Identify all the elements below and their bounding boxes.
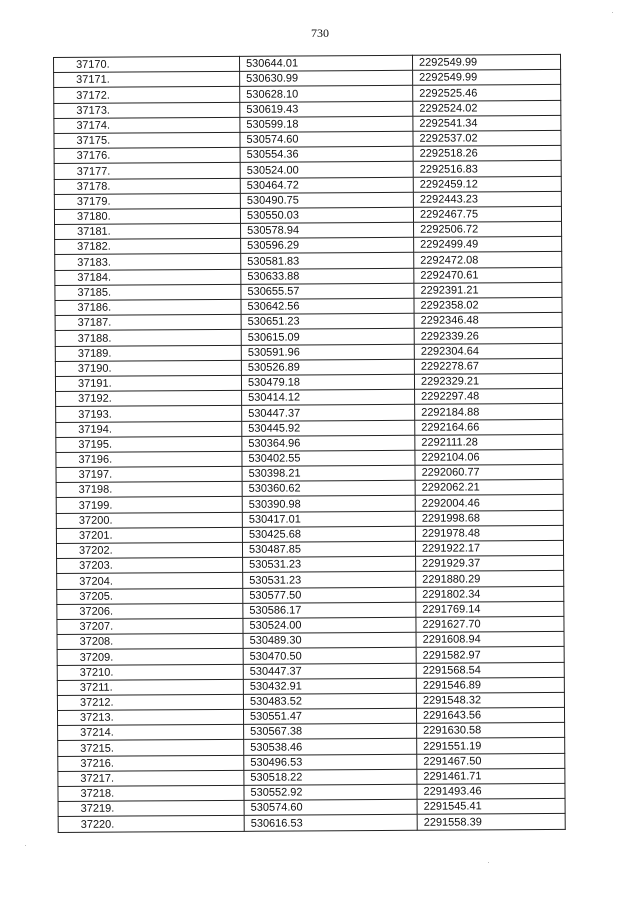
x-coordinate-cell: 530554.36 xyxy=(240,146,413,162)
coordinate-table-body xyxy=(54,54,566,832)
x-coordinate-cell: 530581.83 xyxy=(241,253,414,269)
y-coordinate-cell: 2292184.88 xyxy=(415,404,563,420)
point-number-cell: 37196. xyxy=(56,451,242,467)
x-coordinate-cell: 530479.18 xyxy=(241,374,414,390)
x-coordinate-cell: 530550.03 xyxy=(240,207,413,223)
scan-speck xyxy=(25,845,26,846)
point-number-cell: 37184. xyxy=(55,269,241,285)
point-number-cell: 37211. xyxy=(57,679,243,695)
x-coordinate-cell: 530552.92 xyxy=(244,784,417,800)
y-coordinate-cell: 2292549.99 xyxy=(412,54,560,70)
y-coordinate-cell: 2291558.39 xyxy=(417,814,565,830)
point-number-cell: 37213. xyxy=(57,709,243,725)
y-coordinate-cell: 2292297.48 xyxy=(415,389,563,405)
x-coordinate-cell: 530630.99 xyxy=(240,70,413,86)
point-number-cell: 37201. xyxy=(56,527,242,543)
y-coordinate-cell: 2292164.66 xyxy=(415,419,563,435)
y-coordinate-cell: 2292060.77 xyxy=(415,464,563,480)
point-number-cell: 37175. xyxy=(54,132,240,148)
point-number-cell: 37200. xyxy=(56,512,242,528)
coordinate-table xyxy=(53,54,566,833)
point-number-cell: 37178. xyxy=(54,178,240,194)
x-coordinate-cell: 530360.62 xyxy=(242,481,415,497)
x-coordinate-cell: 530447.37 xyxy=(242,405,415,421)
x-coordinate-cell: 530417.01 xyxy=(242,511,415,527)
point-number-cell: 37217. xyxy=(58,770,244,786)
point-number-cell: 37198. xyxy=(56,482,242,498)
x-coordinate-cell: 530551.47 xyxy=(243,708,416,724)
scan-speck xyxy=(612,12,613,13)
x-coordinate-cell: 530619.43 xyxy=(240,101,413,117)
x-coordinate-cell: 530616.53 xyxy=(244,815,417,831)
point-number-cell: 37197. xyxy=(56,466,242,482)
point-number-cell: 37192. xyxy=(56,390,242,406)
scan-speck xyxy=(488,862,489,863)
y-coordinate-cell: 2291643.56 xyxy=(416,707,564,723)
point-number-cell: 37219. xyxy=(58,801,244,817)
y-coordinate-cell: 2292391.21 xyxy=(414,282,562,298)
y-coordinate-cell: 2291922.17 xyxy=(415,540,563,556)
x-coordinate-cell: 530524.00 xyxy=(240,162,413,178)
point-number-cell: 37180. xyxy=(54,208,240,224)
point-number-cell: 37176. xyxy=(54,147,240,163)
y-coordinate-cell: 2291582.97 xyxy=(416,647,564,663)
point-number-cell: 37177. xyxy=(54,163,240,179)
point-number-cell: 37173. xyxy=(54,102,240,118)
y-coordinate-cell: 2291551.19 xyxy=(417,738,565,754)
y-coordinate-cell: 2291548.32 xyxy=(416,692,564,708)
y-coordinate-cell: 2292549.99 xyxy=(413,70,561,86)
x-coordinate-cell: 530591.96 xyxy=(241,344,414,360)
point-number-cell: 37191. xyxy=(55,375,241,391)
point-number-cell: 37183. xyxy=(55,254,241,270)
x-coordinate-cell: 530524.00 xyxy=(243,617,416,633)
y-coordinate-cell: 2292467.75 xyxy=(413,206,561,222)
x-coordinate-cell: 530464.72 xyxy=(240,177,413,193)
y-coordinate-cell: 2291929.37 xyxy=(416,556,564,572)
y-coordinate-cell: 2292537.02 xyxy=(413,130,561,146)
point-number-cell: 37181. xyxy=(55,223,241,239)
y-coordinate-cell: 2292518.26 xyxy=(413,146,561,162)
y-coordinate-cell: 2291998.68 xyxy=(415,510,563,526)
x-coordinate-cell: 530518.22 xyxy=(244,769,417,785)
x-coordinate-cell: 530655.57 xyxy=(241,283,414,299)
point-number-cell: 37188. xyxy=(55,330,241,346)
y-coordinate-cell: 2292104.06 xyxy=(415,449,563,465)
y-coordinate-cell: 2292459.12 xyxy=(413,176,561,192)
x-coordinate-cell: 530470.50 xyxy=(243,648,416,664)
point-number-cell: 37193. xyxy=(56,406,242,422)
x-coordinate-cell: 530574.60 xyxy=(240,131,413,147)
point-number-cell: 37174. xyxy=(54,117,240,133)
x-coordinate-cell: 530531.23 xyxy=(243,572,416,588)
y-coordinate-cell: 2292358.02 xyxy=(414,297,562,313)
x-coordinate-cell: 530642.56 xyxy=(241,298,414,314)
x-coordinate-cell: 530644.01 xyxy=(239,55,412,71)
y-coordinate-cell: 2291461.71 xyxy=(417,768,565,784)
x-coordinate-cell: 530596.29 xyxy=(241,238,414,254)
point-number-cell: 37207. xyxy=(57,618,243,634)
x-coordinate-cell: 530567.38 xyxy=(244,724,417,740)
y-coordinate-cell: 2292499.49 xyxy=(414,237,562,253)
x-coordinate-cell: 530633.88 xyxy=(241,268,414,284)
y-coordinate-cell: 2291467.50 xyxy=(417,753,565,769)
x-coordinate-cell: 530577.50 xyxy=(243,587,416,603)
y-coordinate-cell: 2292062.21 xyxy=(415,480,563,496)
point-number-cell: 37195. xyxy=(56,436,242,452)
x-coordinate-cell: 530489.30 xyxy=(243,632,416,648)
point-number-cell: 37218. xyxy=(58,785,244,801)
y-coordinate-cell: 2292524.02 xyxy=(413,100,561,116)
x-coordinate-cell: 530425.68 xyxy=(242,526,415,542)
point-number-cell: 37204. xyxy=(57,573,243,589)
y-coordinate-cell: 2292339.26 xyxy=(414,328,562,344)
point-number-cell: 37179. xyxy=(54,193,240,209)
y-coordinate-cell: 2292346.48 xyxy=(414,313,562,329)
point-number-cell: 37214. xyxy=(58,725,244,741)
x-coordinate-cell: 530390.98 xyxy=(242,496,415,512)
y-coordinate-cell: 2291627.70 xyxy=(416,616,564,632)
x-coordinate-cell: 530599.18 xyxy=(240,116,413,132)
point-number-cell: 37215. xyxy=(58,740,244,756)
point-number-cell: 37209. xyxy=(57,649,243,665)
x-coordinate-cell: 530447.37 xyxy=(243,663,416,679)
x-coordinate-cell: 530398.21 xyxy=(242,465,415,481)
x-coordinate-cell: 530414.12 xyxy=(242,389,415,405)
x-coordinate-cell: 530445.92 xyxy=(242,420,415,436)
point-number-cell: 37212. xyxy=(57,694,243,710)
x-coordinate-cell: 530578.94 xyxy=(241,222,414,238)
y-coordinate-cell: 2292111.28 xyxy=(415,434,563,450)
page-number: 730 xyxy=(311,26,329,40)
point-number-cell: 37170. xyxy=(54,56,240,72)
y-coordinate-cell: 2292506.72 xyxy=(414,221,562,237)
table-row xyxy=(58,814,565,832)
point-number-cell: 37187. xyxy=(55,315,241,331)
y-coordinate-cell: 2292470.61 xyxy=(414,267,562,283)
x-coordinate-cell: 530526.89 xyxy=(241,359,414,375)
x-coordinate-cell: 530487.85 xyxy=(242,541,415,557)
point-number-cell: 37172. xyxy=(54,87,240,103)
point-number-cell: 37182. xyxy=(55,239,241,255)
y-coordinate-cell: 2292525.46 xyxy=(413,85,561,101)
x-coordinate-cell: 530496.53 xyxy=(244,754,417,770)
x-coordinate-cell: 530483.52 xyxy=(243,693,416,709)
y-coordinate-cell: 2291769.14 xyxy=(416,601,564,617)
y-coordinate-cell: 2291546.89 xyxy=(416,677,564,693)
x-coordinate-cell: 530574.60 xyxy=(244,799,417,815)
point-number-cell: 37203. xyxy=(57,558,243,574)
y-coordinate-cell: 2292541.34 xyxy=(413,115,561,131)
point-number-cell: 37206. xyxy=(57,603,243,619)
y-coordinate-cell: 2291630.58 xyxy=(417,723,565,739)
x-coordinate-cell: 530402.55 xyxy=(242,450,415,466)
point-number-cell: 37208. xyxy=(57,633,243,649)
x-coordinate-cell: 530490.75 xyxy=(240,192,413,208)
y-coordinate-cell: 2291568.54 xyxy=(416,662,564,678)
point-number-cell: 37210. xyxy=(57,664,243,680)
x-coordinate-cell: 530586.17 xyxy=(243,602,416,618)
point-number-cell: 37194. xyxy=(56,421,242,437)
point-number-cell: 37171. xyxy=(54,72,240,88)
point-number-cell: 37190. xyxy=(55,360,241,376)
y-coordinate-cell: 2292472.08 xyxy=(414,252,562,268)
point-number-cell: 37216. xyxy=(58,755,244,771)
point-number-cell: 37189. xyxy=(55,345,241,361)
x-coordinate-cell: 530531.23 xyxy=(243,556,416,572)
y-coordinate-cell: 2292329.21 xyxy=(414,373,562,389)
y-coordinate-cell: 2291608.94 xyxy=(416,632,564,648)
x-coordinate-cell: 530615.09 xyxy=(241,329,414,345)
y-coordinate-cell: 2291545.41 xyxy=(417,799,565,815)
y-coordinate-cell: 2292516.83 xyxy=(413,161,561,177)
y-coordinate-cell: 2291493.46 xyxy=(417,783,565,799)
x-coordinate-cell: 530538.46 xyxy=(244,739,417,755)
x-coordinate-cell: 530651.23 xyxy=(241,313,414,329)
point-number-cell: 37205. xyxy=(57,588,243,604)
x-coordinate-cell: 530628.10 xyxy=(240,86,413,102)
point-number-cell: 37202. xyxy=(56,542,242,558)
x-coordinate-cell: 530432.91 xyxy=(243,678,416,694)
point-number-cell: 37186. xyxy=(55,299,241,315)
y-coordinate-cell: 2291880.29 xyxy=(416,571,564,587)
y-coordinate-cell: 2292278.67 xyxy=(414,358,562,374)
y-coordinate-cell: 2291978.48 xyxy=(415,525,563,541)
y-coordinate-cell: 2292004.46 xyxy=(415,495,563,511)
point-number-cell: 37199. xyxy=(56,497,242,513)
y-coordinate-cell: 2292443.23 xyxy=(413,191,561,207)
y-coordinate-cell: 2292304.64 xyxy=(414,343,562,359)
point-number-cell: 37220. xyxy=(58,816,244,832)
y-coordinate-cell: 2291802.34 xyxy=(416,586,564,602)
point-number-cell: 37185. xyxy=(55,284,241,300)
x-coordinate-cell: 530364.96 xyxy=(242,435,415,451)
